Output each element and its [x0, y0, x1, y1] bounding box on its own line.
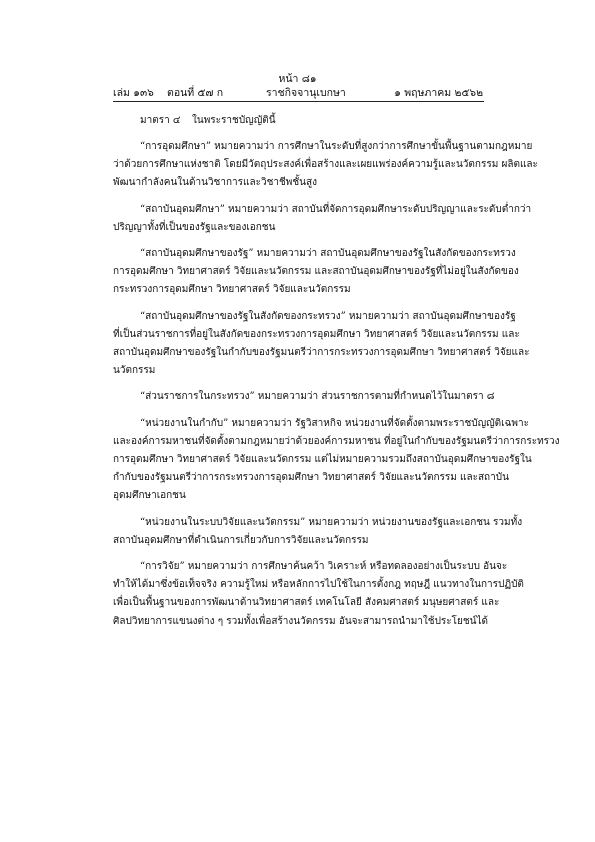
definition-line: ที่เป็นส่วนราชการที่อยู่ในสังกัดของกระทรวงการอุดมศึกษา วิทยาศาสตร์ วิจัยและนวัตกรรม และ: [113, 328, 520, 340]
definition-paragraph: [113, 514, 523, 550]
definition-line: ปริญญาทั้งที่เป็นของรัฐและของเอกชน: [113, 221, 276, 233]
publication-date: ๑ พฤษภาคม ๒๕๖๒: [394, 87, 483, 99]
definition-paragraph: [113, 201, 532, 237]
definition-paragraph: [113, 388, 495, 406]
definition-line: การอุดมศึกษา วิทยาศาสตร์ วิจัยและนวัตกรรม แต่ไม่หมายความรวมถึงสถาบันอุดมศึกษาของรัฐใน: [113, 454, 532, 466]
definition-paragraph: [113, 245, 519, 300]
definition-line: “สถาบันอุดมศึกษา” หมายความว่า สถาบันที่จัดการอุดมศึกษาระดับปริญญาและระดับต่ำกว่า: [140, 203, 532, 215]
definitions-list: [113, 138, 560, 631]
definition-line: การอุดมศึกษา วิทยาศาสตร์ วิจัยและนวัตกรรม และสถาบันอุดมศึกษาของรัฐที่ไม่อยู่ในสังกัดของ: [113, 266, 519, 278]
definition-line: ว่าด้วยการศึกษาแห่งชาติ โดยมีวัตถุประสงค์เพื่อสร้างและเผยแพร่องค์ความรู้และนวัตกรรม ผลิตและ: [113, 159, 538, 171]
section-heading: [113, 112, 483, 130]
definition-line: “การวิจัย” หมายความว่า การศึกษาค้นคว้า วิเคราะห์ หรือทดลองอย่างเป็นระบบ อันจะ: [140, 561, 508, 573]
definition-paragraph: [113, 558, 524, 631]
definition-line: อุดมศึกษาเอกชน: [113, 490, 186, 502]
definition-line: เพื่อเป็นพื้นฐานของการพัฒนาด้านวิทยาศาสตร์ เทคโนโลยี สังคมศาสตร์ มนุษยศาสตร์ และ: [113, 597, 500, 609]
header-rule: [113, 101, 484, 102]
definition-line: สถาบันอุดมศึกษาของรัฐในกำกับของรัฐมนตรีว่าการกระทรวงการอุดมศึกษา วิทยาศาสตร์ วิจัยและ: [113, 347, 530, 359]
definition-line: พัฒนากำลังคนในด้านวิชาการและวิชาชีพชั้นสูง: [113, 177, 317, 189]
definition-line: “ส่วนราชการในกระทรวง” หมายความว่า ส่วนราชการตามที่กำหนดไว้ในมาตรา ๘: [140, 391, 495, 403]
definition-line: นวัตกรรม: [113, 365, 156, 377]
section-number: มาตรา ๔: [140, 115, 181, 126]
definition-line: ทำให้ได้มาซึ่งข้อเท็จจริง ความรู้ใหม่ หรือหลักการไปใช้ในการตั้งกฎ ทฤษฎี แนวทางในการปฏิบัติ: [113, 579, 524, 591]
definition-line: และองค์การมหาชนที่จัดตั้งตามกฎหมายว่าด้วยองค์การมหาชน ที่อยู่ในกำกับของรัฐมนตรีว่าการกระทรวง: [113, 435, 560, 447]
definition-line: “หน่วยงานในระบบวิจัยและนวัตกรรม” หมายความว่า หน่วยงานของรัฐและเอกชน รวมทั้ง: [140, 516, 523, 528]
definition-paragraph: [113, 138, 538, 193]
definition-paragraph: [113, 415, 560, 506]
volume-label: เล่ม ๑๓๖: [113, 87, 154, 99]
issue-label: ตอนที่ ๕๗ ก: [167, 87, 224, 99]
definition-line: ศิลปวิทยาการแขนงต่าง ๆ รวมทั้งเพื่อสร้างนวัตกรรม อันจะสามารถนำมาใช้ประโยชน์ได้: [113, 615, 489, 627]
page-number: หน้า ๘๑: [278, 73, 317, 85]
definition-line: กระทรวงการอุดมศึกษา วิทยาศาสตร์ วิจัยและนวัตกรรม: [113, 284, 351, 296]
definition-line: “หน่วยงานในกำกับ” หมายความว่า รัฐวิสาหกิจ หน่วยงานที่จัดตั้งตามพระราชบัญญัติเฉพาะ: [140, 417, 529, 429]
definition-line: “สถาบันอุดมศึกษาของรัฐ” หมายความว่า สถาบันอุดมศึกษาของรัฐในสังกัดของกระทรวง: [140, 248, 516, 260]
publication-name: ราชกิจจานุเบกษา: [266, 87, 346, 99]
document-body: [113, 112, 560, 631]
definition-line: “สถาบันอุดมศึกษาของรัฐในสังกัดของกระทรวง” หมายความว่า สถาบันอุดมศึกษาของรัฐ: [140, 310, 516, 322]
definition-paragraph: [113, 308, 530, 381]
running-header: [113, 84, 483, 98]
definition-line: สถาบันอุดมศึกษาที่ดำเนินการเกี่ยวกับการวิจัยและนวัตกรรม: [113, 534, 369, 546]
definition-line: “การอุดมศึกษา” หมายความว่า การศึกษาในระดับที่สูงกว่าการศึกษาขั้นพื้นฐานตามกฎหมาย: [140, 141, 533, 152]
definition-line: กำกับของรัฐมนตรีว่าการกระทรวงการอุดมศึกษา วิทยาศาสตร์ วิจัยและนวัตกรรม และสถาบัน: [113, 472, 509, 484]
section-title: ในพระราชบัญญัตินี้: [192, 115, 276, 126]
